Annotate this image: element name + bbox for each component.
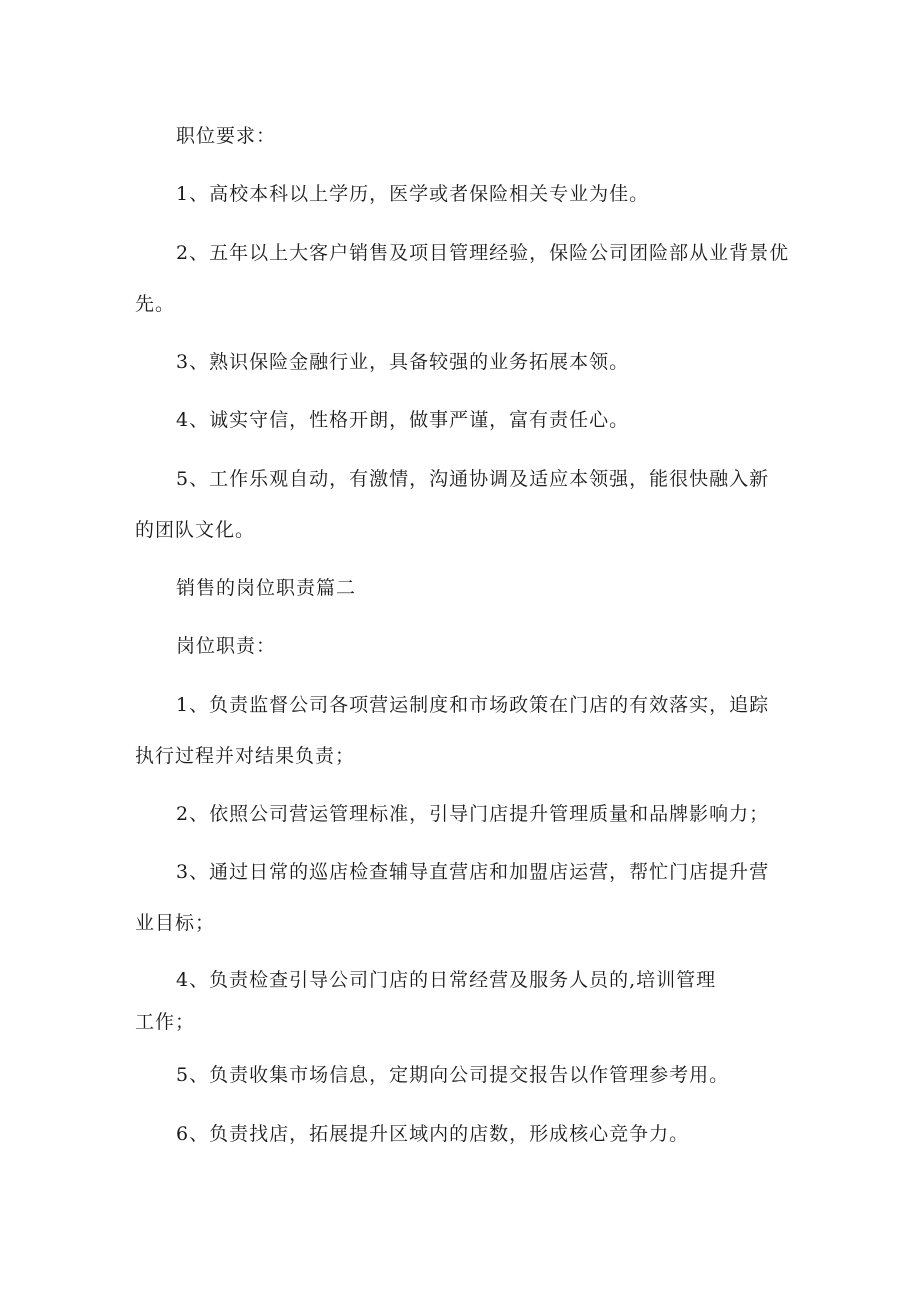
- requirement-item-5: 5、工作乐观自动，有激情，沟通协调及适应本领强，能很快融入新: [176, 468, 770, 490]
- duty-item-5: 5、负责收集市场信息，定期向公司提交报告以作管理参考用。: [176, 1064, 730, 1086]
- requirement-item-1: 1、高校本科以上学历，医学或者保险相关专业为佳。: [176, 183, 650, 205]
- duty-item-4-cont: 工作；: [135, 1011, 196, 1033]
- requirement-item-4: 4、诚实守信，性格开朗，做事严谨，富有责任心。: [176, 409, 630, 431]
- duty-item-1: 1、负责监督公司各项营运制度和市场政策在门店的有效落实，追踪: [176, 694, 770, 716]
- duty-item-3-cont: 业目标；: [135, 912, 216, 934]
- duty-item-2: 2、依照公司营运管理标准，引导门店提升管理质量和品牌影响力；: [176, 803, 770, 825]
- section-title: 销售的岗位职责篇二: [176, 577, 357, 599]
- requirement-item-2: 2、五年以上大客户销售及项目管理经验，保险公司团险部从业背景优: [176, 242, 790, 264]
- requirement-item-2-cont: 先。: [135, 293, 176, 315]
- duties-heading: 岗位职责：: [176, 635, 277, 657]
- duty-item-3: 3、通过日常的巡店检查辅导直营店和加盟店运营，帮忙门店提升营: [176, 861, 770, 883]
- requirement-item-3: 3、熟识保险金融行业，具备较强的业务拓展本领。: [176, 351, 630, 373]
- duty-item-6: 6、负责找店，拓展提升区域内的店数，形成核心竞争力。: [176, 1123, 690, 1145]
- requirements-heading: 职位要求：: [176, 125, 277, 147]
- duty-item-4: 4、负责检查引导公司门店的日常经营及服务人员的,培训管理: [176, 969, 717, 991]
- requirement-item-5-cont: 的团队文化。: [135, 519, 256, 541]
- duty-item-1-cont: 执行过程并对结果负责；: [135, 745, 356, 767]
